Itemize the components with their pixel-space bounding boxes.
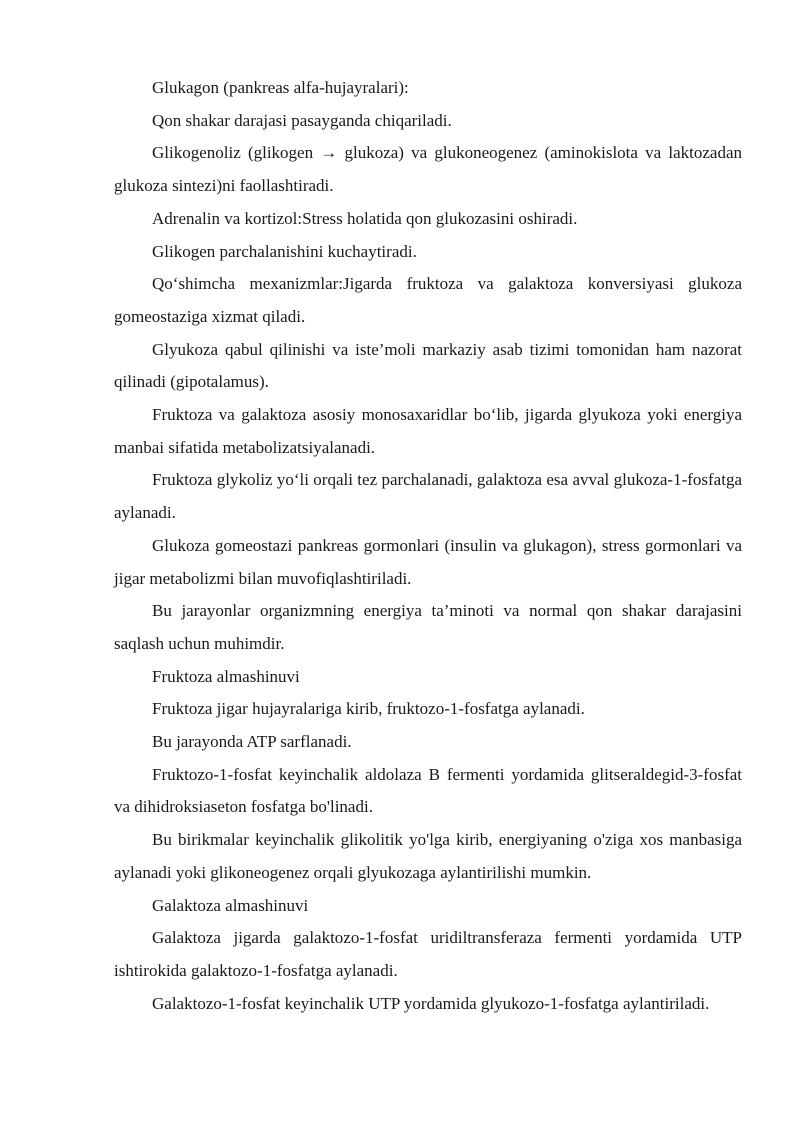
paragraph-fructose-liver: Fruktoza jigar hujayralariga kirib, fruktozo-1-fosfatga aylanadi. (152, 699, 585, 719)
paragraph-glycogen-breakdown: Glikogen parchalanishini kuchaytiradi. (152, 241, 417, 261)
paragraph-monosaccharides: Fruktoza va galaktoza asosiy monosaxaridlar bo‘lib, jigarda glyukoza yoki energiya manbai sifatida metabolizatsiyalanadi. (114, 405, 742, 457)
paragraph-homeostasis: Glukoza gomeostazi pankreas gormonlari (insulin va glukagon), stress gormonlari va jigar metabolizmi bilan muvofiqlashtiriladi. (114, 535, 742, 588)
paragraph-glukagon-release: Qon shakar darajasi pasayganda chiqariladi. (152, 110, 452, 130)
section-heading-galactose: Galaktoza almashinuvi (152, 895, 309, 915)
paragraph-adrenalin-cortisol: Adrenalin va kortizol:Stress holatida qon glukozasini oshiradi. (152, 208, 578, 228)
paragraph-energy-supply: Bu jarayonlar organizmning energiya ta’minoti va normal qon shakar darajasini saqlash uchun muhimdir. (114, 601, 742, 653)
paragraph-cns-control: Glyukoza qabul qilinishi va iste’moli markaziy asab tizimi tomonidan ham nazorat qilinadi (gipotalamus). (114, 339, 742, 392)
paragraph-glycolytic-path: Bu birikmalar keyinchalik glikolitik yo'lga kirib, energiyaning o'ziga xos manbasiga aylanadi yoki glikoneogenez orqali glyukozaga aylantirilishi mumkin. (114, 830, 742, 882)
paragraph-galactose-liver: Galaktoza jigarda galaktozo-1-fosfat uridiltransferaza fermenti yordamida UTP ishtirokida galaktozo-1-fosfatga aylanadi. (114, 928, 742, 980)
paragraph-additional-mechanisms: Qo‘shimcha mexanizmlar:Jigarda fruktoza va galaktoza konversiyasi glukoza gomeostaziga xizmat qiladi. (114, 274, 742, 326)
paragraph-fructose-glycolysis: Fruktoza glykoliz yo‘li orqali tez parchalanadi, galaktoza esa avval glukoza-1-fosfatga aylanadi. (114, 470, 742, 523)
paragraph-glycogenolysis: Glikogenoliz (glikogen → glukoza) va glukoneogenez (aminokislota va laktozadan glukoza sintezi)ni faollashtiradi. (114, 143, 742, 196)
paragraph-glukagon-heading: Glukagon (pankreas alfa-hujayralari): (152, 78, 409, 97)
document-page (114, 72, 742, 1020)
paragraph-atp-used: Bu jarayonda ATP sarflanadi. (152, 732, 352, 752)
paragraph-galactose-conversion: Galaktozo-1-fosfat keyinchalik UTP yordamida glyukozo-1-fosfatga aylantiriladi. (152, 993, 710, 1013)
paragraph-aldolase-b: Fruktozo-1-fosfat keyinchalik aldolaza B fermenti yordamida glitseraldegid-3-fosfat va dihidroksiaseton fosfatga bo'linadi. (114, 764, 742, 817)
section-heading-fructose: Fruktoza almashinuvi (152, 666, 300, 686)
